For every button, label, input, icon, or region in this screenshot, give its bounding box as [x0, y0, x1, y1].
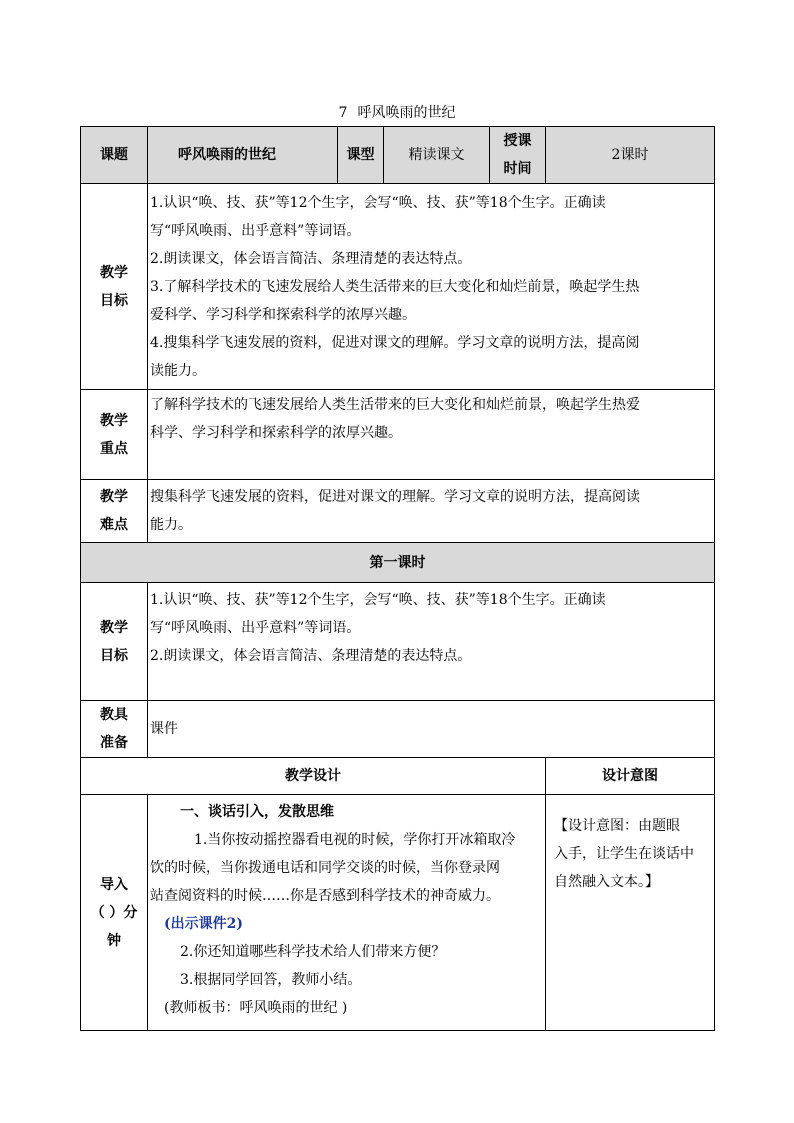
objective-line: 读能力。 — [150, 362, 206, 379]
hours-value: 2课时 — [546, 127, 715, 184]
tools-row — [81, 701, 715, 758]
difficulties-label-line2: 难点 — [100, 517, 128, 533]
objective-line: 爱科学、学习科学和探索科学的浓厚兴趣。 — [150, 306, 416, 323]
intent-label: 设计意图 — [546, 758, 715, 795]
intent-line: 入手，让学生在谈话中 — [554, 846, 694, 862]
design-header-row — [81, 758, 715, 795]
courseware-note: (出示课件2) — [164, 916, 243, 932]
first-period-objectives-label — [81, 583, 148, 701]
intro-content — [148, 795, 546, 1031]
page-title — [0, 103, 794, 123]
difficulty-line: 能力。 — [150, 517, 192, 533]
intro-section-title: 一、谈话引入，发散思维 — [180, 804, 334, 820]
objectives-label-line2: 目标 — [100, 292, 128, 309]
tools-value: 课件 — [148, 701, 715, 758]
intent-line: 自然融入文本。】 — [554, 874, 659, 890]
intro-label-line2: （ ）分 — [90, 904, 138, 921]
difficulties-label-line1: 教学 — [100, 489, 128, 505]
objective-line: 3.了解科学技术的飞速发展给人类生活带来的巨大变化和灿烂前景，唤起学生热 — [150, 278, 640, 295]
objectives-label-line1: 教学 — [100, 264, 128, 281]
objective-line: 4.搜集科学飞速发展的资料，促进对课文的理解。学习文章的说明方法，提高阅 — [150, 334, 640, 351]
objectives-content — [148, 184, 715, 390]
header-row — [81, 127, 715, 184]
objectives-row — [81, 184, 715, 390]
intro-line: 饮的时候，当你拨通电话和同学交谈的时候，当你登录网 — [150, 860, 500, 876]
hours-label — [490, 127, 546, 184]
first-period-objective-line: 1.认识“唤、技、获”等12个生字，会写“唤、技、获”等18个生字。正确读 — [150, 592, 606, 608]
type-label: 课型 — [338, 127, 384, 184]
first-period-objective-line: 2.朗读课文，体会语言简洁、条理清楚的表达特点。 — [150, 648, 472, 664]
first-period-row — [81, 543, 715, 583]
difficulties-row — [81, 480, 715, 543]
intro-label — [81, 795, 148, 1031]
lesson-number: 7 — [338, 105, 348, 121]
board-note: (教师板书：呼风唤雨的世纪 ) — [164, 1000, 348, 1016]
lesson-title-text: 呼风唤雨的世纪 — [357, 105, 456, 121]
objective-line: 1.认识“唤、技、获”等12个生字，会写“唤、技、获”等18个生字。正确读 — [150, 194, 606, 211]
intro-line: 站查阅资料的时候……你是否感到科学技术的神奇威力。 — [150, 888, 500, 904]
key-points-content — [148, 390, 715, 480]
objective-line: 写“呼风唤雨、出乎意料”等词语。 — [150, 222, 361, 239]
difficulties-content — [148, 480, 715, 543]
first-period-objectives-content — [148, 583, 715, 701]
tools-label-line2: 准备 — [100, 735, 128, 751]
first-period-objectives-label-line2: 目标 — [100, 647, 128, 664]
intro-label-line3: 钟 — [107, 932, 121, 949]
key-point-line: 了解科学技术的飞速发展给人类生活带来的巨大变化和灿烂前景，唤起学生热爱 — [150, 397, 640, 413]
first-period-objectives-label-line1: 教学 — [100, 619, 128, 636]
difficulties-label — [81, 480, 148, 543]
key-points-label-line1: 教学 — [100, 412, 128, 429]
design-label: 教学设计 — [81, 758, 546, 795]
topic-label: 课题 — [81, 127, 148, 184]
intro-line: 1.当你按动摇控器看电视的时候，学你打开冰箱取冷 — [194, 832, 516, 848]
intent-line: 【设计意图：由题眼 — [554, 818, 680, 834]
key-points-label — [81, 390, 148, 480]
intro-intent — [546, 795, 715, 1031]
first-period-heading: 第一课时 — [81, 543, 715, 583]
first-period-objective-line: 写“呼风唤雨、出乎意料”等词语。 — [150, 620, 361, 636]
key-points-row — [81, 390, 715, 480]
hours-label-line2: 时间 — [503, 161, 532, 177]
intro-label-line1: 导入 — [100, 876, 128, 893]
type-value: 精读课文 — [384, 127, 490, 184]
key-point-line: 科学、学习科学和探索科学的浓厚兴趣。 — [150, 425, 402, 441]
topic-value: 呼风唤雨的世纪 — [148, 127, 338, 184]
first-period-objectives-row — [81, 583, 715, 701]
objectives-label — [81, 184, 148, 390]
intro-summary: 3.根据同学回答，教师小结。 — [180, 972, 362, 988]
objective-line: 2.朗读课文，体会语言简洁、条理清楚的表达特点。 — [150, 250, 472, 267]
key-points-label-line2: 重点 — [100, 440, 128, 457]
hours-label-line1: 授课 — [503, 133, 532, 149]
tools-label — [81, 701, 148, 758]
lesson-plan-table — [80, 126, 715, 1031]
intro-row — [81, 795, 715, 1031]
tools-label-line1: 教具 — [100, 707, 128, 723]
difficulty-line: 搜集科学飞速发展的资料，促进对课文的理解。学习文章的说明方法，提高阅读 — [150, 489, 640, 505]
intro-question: 2.你还知道哪些科学技术给人们带来方便？ — [180, 944, 446, 960]
